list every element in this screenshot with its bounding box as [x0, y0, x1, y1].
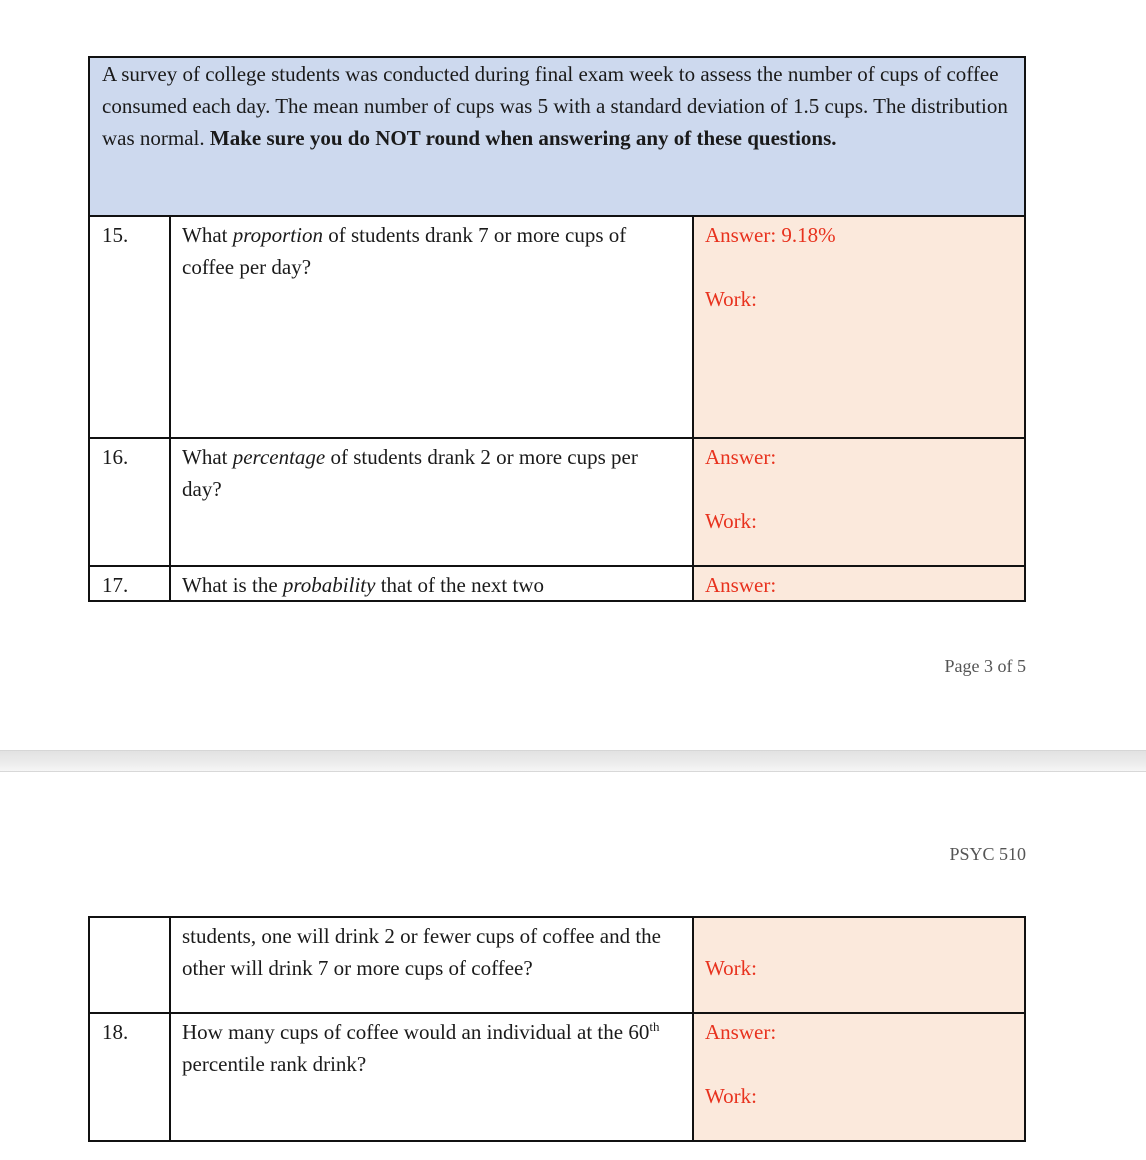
work-label: Work: [705, 956, 757, 980]
intro-bold-instruction: Make sure you do NOT round when answering any of these questions. [209, 126, 837, 150]
work-label: Work: [705, 287, 757, 311]
work-label: Work: [705, 1084, 757, 1108]
question-number: 17. [102, 573, 129, 597]
intro-box [88, 56, 1026, 217]
answer-label: Answer: [705, 1020, 777, 1044]
document-page-4 [0, 772, 1146, 1160]
ordinal-superscript: th [649, 1019, 660, 1034]
answer-value: 9.18% [781, 223, 836, 247]
question-emphasis: percentage [232, 445, 326, 469]
question-text: What proportion of students drank 7 or more cups of coffee per day? [182, 223, 627, 279]
question-text: How many cups of coffee would an individual at the 60th percentile rank drink? [182, 1019, 660, 1076]
answer-cell[interactable] [694, 918, 1024, 1012]
answer-cell[interactable] [694, 439, 1024, 565]
question-number: 18. [102, 1020, 129, 1044]
page-number: Page 3 of 5 [944, 656, 1026, 676]
question-emphasis: probability [282, 573, 376, 597]
answer-cell[interactable] [694, 217, 1024, 437]
work-label: Work: [705, 509, 757, 533]
answer-label: Answer: [705, 223, 777, 247]
question-text: What is the probability that of the next two [182, 573, 544, 597]
question-text: What percentage of students drank 2 or more cups per day? [182, 445, 638, 501]
course-header: PSYC 510 [949, 844, 1026, 864]
page-break [0, 750, 1146, 772]
intro-plain-text: A survey of college students was conducted during final exam week to assess the number of cups of coffee consumed each day. The mean number of cups was 5 with a standard deviation of 1.5 cups. The distribution was normal. [102, 62, 1008, 150]
answer-cell[interactable] [694, 567, 1024, 600]
question-number-empty [90, 918, 169, 1012]
intro-text [102, 58, 1014, 154]
question-number: 15. [102, 223, 129, 247]
answer-label: Answer: [705, 445, 777, 469]
answer-cell[interactable] [694, 1014, 1024, 1140]
question-text-continued: students, one will drink 2 or fewer cups of coffee and the other will drink 7 or more cups of coffee? [182, 924, 661, 980]
question-number: 16. [102, 445, 129, 469]
question-emphasis: proportion [232, 223, 323, 247]
answer-label: Answer: [705, 573, 777, 597]
